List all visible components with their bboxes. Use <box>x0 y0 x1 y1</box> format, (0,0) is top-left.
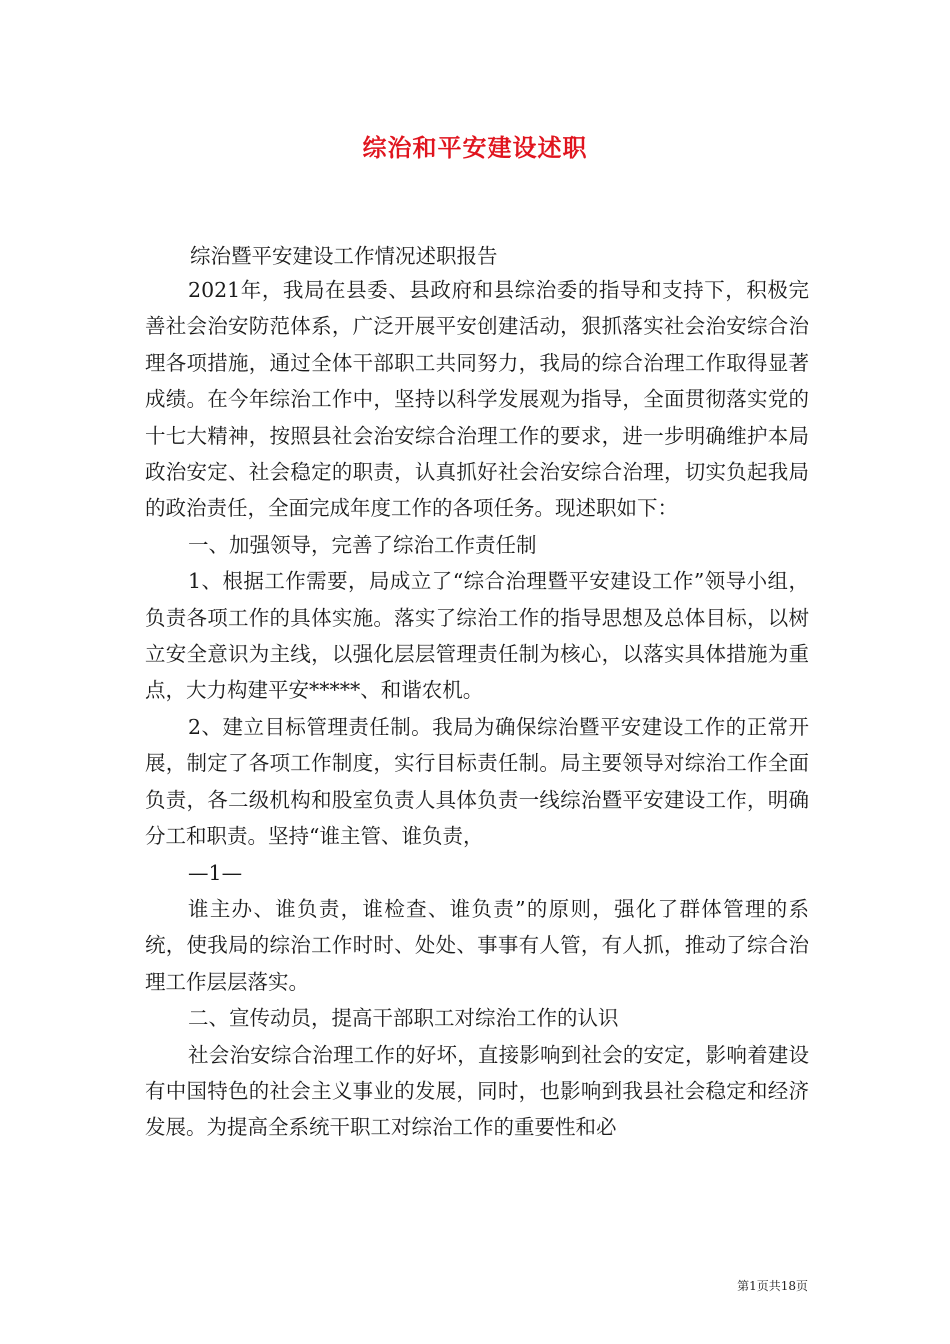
paragraph-item-1: 1、根据工作需要，局成立了“综合治理暨平安建设工作”领导小组，负责各项工作的具体实施。落实了综治工作的指导思想及总体目标，以树立安全意识为主线，以强化层层管理责任制为核心，以落实具体措施为重点，大力构建平安*****、和谐农机。 <box>145 569 809 703</box>
document-subtitle: 综治暨平安建设工作情况述职报告 <box>190 244 498 268</box>
page-footer: 第1页共18页 <box>737 1279 808 1293</box>
document-body <box>145 272 809 1146</box>
paragraph-intro: 2021年，我局在县委、县政府和县综治委的指导和支持下，积极完善社会治安防范体系，广泛开展平安创建活动，狠抓落实社会治安综合治理各项措施，通过全体干部职工共同努力，我局的综合治理工作取得显著成绩。在今年综治工作中，坚持以科学发展观为指导，全面贯彻落实党的十七大精神，按照县社会治安综合治理工作的要求，进一步明确维护本局政治安定、社会稳定的职责，认真抓好社会治安综合治理，切实负起我局的政治责任，全面完成年度工作的各项任务。现述职如下： <box>145 278 809 521</box>
paragraph-section-2: 社会治安综合治理工作的好坏，直接影响到社会的安定，影响着建设有中国特色的社会主义事业的发展，同时，也影响到我县社会稳定和经济发展。为提高全系统干职工对综治工作的重要性和必 <box>145 1042 809 1140</box>
section-heading-1: 一、加强领导，完善了综治工作责任制 <box>188 532 537 557</box>
paragraph-item-2: 2、建立目标管理责任制。我局为确保综治暨平安建设工作的正常开展，制定了各项工作制度，实行目标责任制。局主要领导对综治工作全面负责，各二级机构和股室负责人具体负责一线综治暨平安建设工作，明确分工和职责。坚持“谁主管、谁负责， <box>145 714 809 849</box>
inline-page-marker: —1— <box>188 860 243 885</box>
section-heading-2: 二、宣传动员，提高干部职工对综治工作的认识 <box>188 1006 619 1031</box>
document-title: 综治和平安建设述职 <box>362 133 588 162</box>
paragraph-continuation: 谁主办、谁负责，谁检查、谁负责”的原则，强化了群体管理的系统，使我局的综治工作时时、处处、事事有人管，有人抓，推动了综合治理工作层层落实。 <box>145 896 809 994</box>
